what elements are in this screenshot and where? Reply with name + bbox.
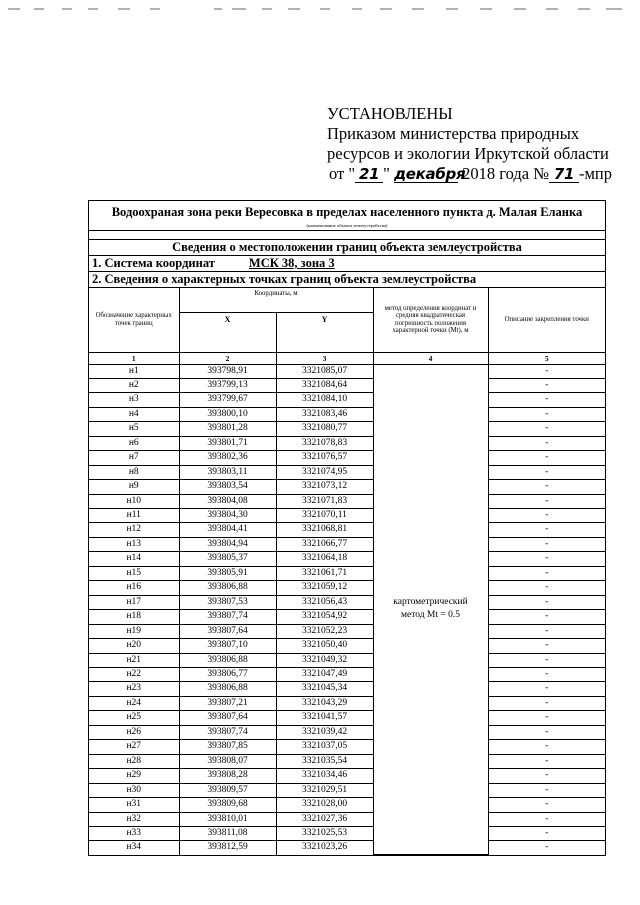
- coord-y: 3321068,81: [276, 523, 373, 537]
- coord-x: 393806,88: [179, 682, 276, 696]
- point-description: -: [488, 465, 605, 479]
- coord-x: 393807,85: [179, 740, 276, 754]
- approval-block: [327, 104, 627, 184]
- table-row: [89, 494, 605, 508]
- table-row: [89, 696, 605, 710]
- col-number: 3: [276, 352, 373, 364]
- table-row: [89, 523, 605, 537]
- coord-x: 393805,37: [179, 552, 276, 566]
- coord-y: 3321034,46: [276, 769, 373, 783]
- coord-y: 3321047,49: [276, 668, 373, 682]
- points-section-label: 2. Сведения о характерных точках границ объекта землеустройства: [89, 272, 605, 288]
- coord-y: 3321027,36: [276, 812, 373, 826]
- table-row: [89, 668, 605, 682]
- point-description: -: [488, 639, 605, 653]
- table-row: [89, 682, 605, 696]
- table-row: [89, 451, 605, 465]
- coord-x: 393811,08: [179, 827, 276, 841]
- point-id: н28: [89, 754, 179, 768]
- point-id: н15: [89, 566, 179, 580]
- point-description: -: [488, 783, 605, 797]
- coord-x: 393809,68: [179, 798, 276, 812]
- coord-system-label: 1. Система координат: [92, 256, 215, 270]
- table-row: [89, 783, 605, 797]
- point-description: -: [488, 494, 605, 508]
- point-description: -: [488, 711, 605, 725]
- method-line-1: картометрический: [393, 597, 468, 607]
- coord-x: 393807,74: [179, 725, 276, 739]
- object-title-box: [89, 201, 605, 231]
- coord-y: 3321052,23: [276, 624, 373, 638]
- coord-y: 3321080,77: [276, 422, 373, 436]
- date-month: декабря: [393, 165, 466, 183]
- table-row: [89, 537, 605, 551]
- coord-y: 3321037,05: [276, 740, 373, 754]
- point-id: н31: [89, 798, 179, 812]
- boundary-document: [88, 200, 606, 856]
- point-description: -: [488, 407, 605, 421]
- point-id: н7: [89, 451, 179, 465]
- point-description: -: [488, 653, 605, 667]
- header-x: X: [179, 312, 276, 352]
- point-id: н4: [89, 407, 179, 421]
- header-coords: Координаты, м: [179, 288, 373, 312]
- coord-y: 3321066,77: [276, 537, 373, 551]
- point-description: -: [488, 841, 605, 855]
- point-description: -: [488, 537, 605, 551]
- table-row: [89, 610, 605, 624]
- point-id: н9: [89, 480, 179, 494]
- point-description: -: [488, 552, 605, 566]
- coord-x: 393807,10: [179, 639, 276, 653]
- coord-y: 3321029,51: [276, 783, 373, 797]
- table-row: [89, 798, 605, 812]
- coord-y: 3321078,83: [276, 436, 373, 450]
- coord-x: 393806,88: [179, 581, 276, 595]
- method-line-2: метод Mt = 0.5: [400, 610, 460, 621]
- scan-header-dashes: [0, 6, 640, 12]
- point-description: -: [488, 509, 605, 523]
- column-number-row: [89, 352, 605, 364]
- header-method: метод определения координат и средняя квадратическая погрешность положения характерной точки (Mt), м: [373, 288, 488, 352]
- coord-y: 3321076,57: [276, 451, 373, 465]
- table-row: [89, 624, 605, 638]
- col-number: 5: [488, 352, 605, 364]
- approved-heading: УСТАНОВЛЕНЫ: [327, 104, 453, 123]
- coord-x: 393804,41: [179, 523, 276, 537]
- date-day: 21: [355, 166, 383, 183]
- point-id: н13: [89, 537, 179, 551]
- coord-y: 3321073,12: [276, 480, 373, 494]
- point-id: н21: [89, 653, 179, 667]
- table-row: [89, 480, 605, 494]
- point-description: -: [488, 610, 605, 624]
- point-id: н6: [89, 436, 179, 450]
- table-row: [89, 581, 605, 595]
- point-description: -: [488, 668, 605, 682]
- coord-x: 393804,94: [179, 537, 276, 551]
- coord-x: 393799,13: [179, 378, 276, 392]
- coord-y: 3321084,10: [276, 393, 373, 407]
- coord-y: 3321045,34: [276, 682, 373, 696]
- table-row: [89, 552, 605, 566]
- point-description: -: [488, 436, 605, 450]
- table-row: [89, 812, 605, 826]
- table-row: [89, 769, 605, 783]
- point-description: -: [488, 696, 605, 710]
- point-id: н23: [89, 682, 179, 696]
- coord-x: 393812,59: [179, 841, 276, 855]
- point-id: н5: [89, 422, 179, 436]
- point-description: -: [488, 480, 605, 494]
- coord-x: 393808,28: [179, 769, 276, 783]
- order-date-line: [329, 164, 627, 184]
- coord-y: 3321084,64: [276, 378, 373, 392]
- point-id: н12: [89, 523, 179, 537]
- coord-x: 393801,28: [179, 422, 276, 436]
- coord-x: 393803,54: [179, 480, 276, 494]
- order-line-1: Приказом министерства природных: [327, 124, 580, 143]
- point-id: н16: [89, 581, 179, 595]
- coord-x: 393802,36: [179, 451, 276, 465]
- coord-x: 393807,64: [179, 624, 276, 638]
- spacer-row: [89, 231, 605, 240]
- point-description: -: [488, 725, 605, 739]
- coord-y: 3321070,11: [276, 509, 373, 523]
- date-prefix: от ": [329, 164, 356, 183]
- coord-y: 3321083,46: [276, 407, 373, 421]
- coord-x: 393804,30: [179, 509, 276, 523]
- coord-x: 393804,08: [179, 494, 276, 508]
- col-number: 1: [89, 352, 179, 364]
- col-number: 2: [179, 352, 276, 364]
- point-description: -: [488, 682, 605, 696]
- point-description: -: [488, 769, 605, 783]
- table-row: [89, 740, 605, 754]
- table-row: [89, 566, 605, 580]
- coord-y: 3321023,26: [276, 841, 373, 855]
- point-id: н2: [89, 378, 179, 392]
- coord-x: 393810,01: [179, 812, 276, 826]
- table-row: [89, 711, 605, 725]
- point-description: -: [488, 451, 605, 465]
- coord-x: 393800,10: [179, 407, 276, 421]
- coord-y: 3321041,57: [276, 711, 373, 725]
- table-row: [89, 422, 605, 436]
- point-description: -: [488, 364, 605, 378]
- coord-x: 393801,71: [179, 436, 276, 450]
- point-description: -: [488, 595, 605, 609]
- point-id: н18: [89, 610, 179, 624]
- point-id: н27: [89, 740, 179, 754]
- point-description: -: [488, 422, 605, 436]
- order-suffix: -мпр: [578, 164, 612, 183]
- coord-x: 393799,67: [179, 393, 276, 407]
- table-row: [89, 393, 605, 407]
- coord-x: 393808,07: [179, 754, 276, 768]
- coord-y: 3321064,18: [276, 552, 373, 566]
- point-description: -: [488, 393, 605, 407]
- coord-y: 3321061,71: [276, 566, 373, 580]
- table-row: [89, 378, 605, 392]
- coord-y: 3321049,32: [276, 653, 373, 667]
- point-id: н11: [89, 509, 179, 523]
- coord-y: 3321074,95: [276, 465, 373, 479]
- coord-system-value: МСК 38, зона 3: [248, 256, 335, 270]
- point-id: н19: [89, 624, 179, 638]
- coord-y: 3321050,40: [276, 639, 373, 653]
- point-id: н8: [89, 465, 179, 479]
- point-description: -: [488, 581, 605, 595]
- point-id: н29: [89, 769, 179, 783]
- order-line-2: ресурсов и экологии Иркутской области: [327, 144, 609, 163]
- coord-y: 3321039,42: [276, 725, 373, 739]
- point-id: н32: [89, 812, 179, 826]
- coord-y: 3321059,12: [276, 581, 373, 595]
- point-id: н24: [89, 696, 179, 710]
- point-id: н10: [89, 494, 179, 508]
- table-row: [89, 827, 605, 841]
- table-row: [89, 364, 605, 378]
- object-title-caption: (наименование объекта землеустройства): [306, 223, 388, 228]
- point-description: -: [488, 740, 605, 754]
- col-number: 4: [373, 352, 488, 364]
- date-year: 2018 года №: [462, 164, 549, 183]
- point-id: н26: [89, 725, 179, 739]
- header-y: Y: [276, 312, 373, 352]
- table-row: [89, 841, 605, 855]
- point-id: н22: [89, 668, 179, 682]
- point-id: н14: [89, 552, 179, 566]
- coord-x: 393807,21: [179, 696, 276, 710]
- coord-x: 393805,91: [179, 566, 276, 580]
- point-description: -: [488, 827, 605, 841]
- coord-y: 3321043,29: [276, 696, 373, 710]
- coord-x: 393803,11: [179, 465, 276, 479]
- point-description: -: [488, 798, 605, 812]
- object-title: Водоохраная зона реки Вересовка в пределах населенного пункта д. Малая Еланка: [111, 205, 583, 219]
- table-row: [89, 509, 605, 523]
- point-description: -: [488, 378, 605, 392]
- table-row: [89, 595, 605, 609]
- table-row: [89, 436, 605, 450]
- coord-y: 3321035,54: [276, 754, 373, 768]
- point-id: н33: [89, 827, 179, 841]
- coord-y: 3321071,83: [276, 494, 373, 508]
- coord-x: 393806,77: [179, 668, 276, 682]
- coord-x: 393806,88: [179, 653, 276, 667]
- point-description: -: [488, 523, 605, 537]
- date-quote: ": [383, 164, 390, 183]
- point-description: -: [488, 812, 605, 826]
- points-table: [89, 288, 605, 855]
- point-id: н34: [89, 841, 179, 855]
- order-number: 71: [549, 166, 579, 183]
- method-cell: [373, 364, 488, 855]
- point-id: н25: [89, 711, 179, 725]
- point-id: н3: [89, 393, 179, 407]
- table-row: [89, 754, 605, 768]
- point-description: -: [488, 754, 605, 768]
- table-row: [89, 639, 605, 653]
- point-id: н1: [89, 364, 179, 378]
- table-row: [89, 653, 605, 667]
- table-row: [89, 407, 605, 421]
- coord-x: 393807,53: [179, 595, 276, 609]
- coord-x: 393807,74: [179, 610, 276, 624]
- coord-x: 393807,64: [179, 711, 276, 725]
- coord-system-row: [89, 256, 605, 272]
- coord-y: 3321085,07: [276, 364, 373, 378]
- coord-y: 3321028,00: [276, 798, 373, 812]
- point-description: -: [488, 566, 605, 580]
- point-id: н20: [89, 639, 179, 653]
- section-title: Сведения о местоположении границ объекта землеустройства: [89, 240, 605, 256]
- coord-y: 3321025,53: [276, 827, 373, 841]
- coord-x: 393809,57: [179, 783, 276, 797]
- coord-y: 3321054,92: [276, 610, 373, 624]
- table-row: [89, 725, 605, 739]
- point-description: -: [488, 624, 605, 638]
- point-id: н17: [89, 595, 179, 609]
- header-point: Обозначение характерных точек границ: [89, 288, 179, 352]
- coord-x: 393798,91: [179, 364, 276, 378]
- coord-y: 3321056,43: [276, 595, 373, 609]
- point-id: н30: [89, 783, 179, 797]
- table-row: [89, 465, 605, 479]
- header-description: Описание закрепления точки: [488, 288, 605, 352]
